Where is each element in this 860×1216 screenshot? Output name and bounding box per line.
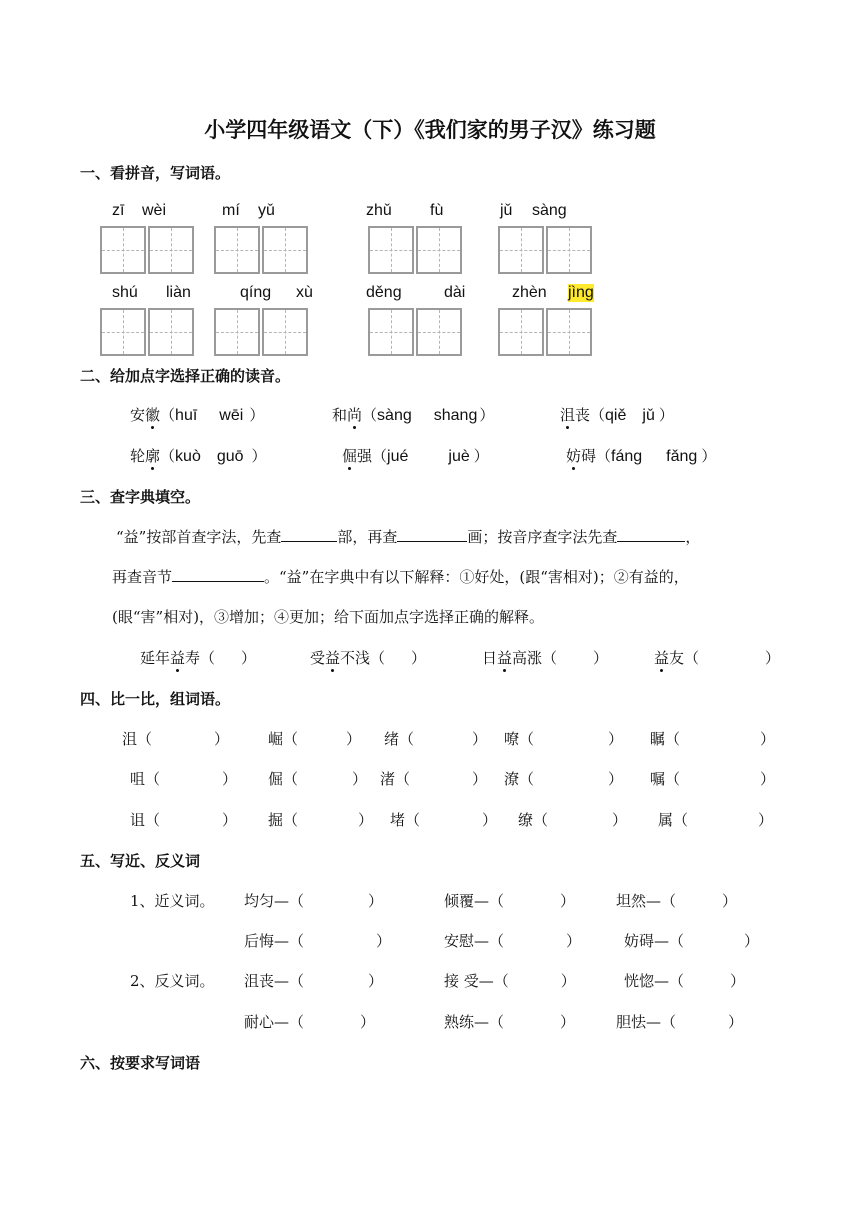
section-1-heading: 一、看拼音，写词语。 — [80, 164, 231, 182]
pronunciation-item: 倔强（jué juè ） — [342, 447, 489, 465]
synonym-item: 妨碍—（ ） — [624, 932, 760, 950]
pinyin: fù — [430, 202, 444, 219]
compare-item: 崛（ ） — [268, 730, 362, 748]
antonym-item: 接 受—（ ） — [444, 972, 576, 990]
compare-item: 咀（ ） — [130, 770, 238, 788]
compare-item: 倔（ ） — [268, 770, 368, 788]
pinyin: zhǔ — [366, 202, 392, 219]
writing-cell[interactable] — [100, 308, 146, 356]
meaning-item: 延年益寿（ ） — [140, 649, 257, 667]
synonym-item: 后悔—（ ） — [244, 932, 392, 950]
synonym-item: 坦然—（ ） — [616, 892, 738, 910]
antonym-item: 熟练—（ ） — [444, 1013, 576, 1031]
pinyin: qíng — [240, 284, 272, 301]
pinyin: liàn — [166, 284, 191, 301]
compare-item: 诅（ ） — [130, 811, 238, 829]
compare-item: 掘（ ） — [268, 811, 374, 829]
section-5-heading: 五、写近、反义词 — [80, 852, 201, 870]
writing-cell[interactable] — [368, 308, 414, 356]
writing-cell[interactable] — [148, 226, 194, 274]
section-4-heading: 四、比一比，组词语。 — [80, 690, 231, 708]
section-2-heading: 二、给加点字选择正确的读音。 — [80, 367, 291, 385]
pinyin: sàng — [532, 202, 567, 219]
pinyin: zī — [112, 202, 125, 219]
antonym-item: 沮丧—（ ） — [244, 972, 384, 990]
antonym-item: 胆怯—（ ） — [616, 1013, 744, 1031]
compare-item: 嘱（ ） — [650, 770, 776, 788]
pinyin: xù — [296, 284, 313, 301]
writing-cell[interactable] — [498, 226, 544, 274]
writing-cell[interactable] — [498, 308, 544, 356]
writing-cell[interactable] — [546, 308, 592, 356]
writing-cell[interactable] — [262, 308, 308, 356]
synonym-label: 1、近义词。 — [130, 892, 215, 910]
compare-item: 瞩（ ） — [650, 730, 776, 748]
meaning-item: 益友（ ） — [654, 649, 781, 667]
writing-cell[interactable] — [416, 308, 462, 356]
writing-cell[interactable] — [368, 226, 414, 274]
synonym-item: 安慰—（ ） — [444, 932, 582, 950]
writing-cell[interactable] — [262, 226, 308, 274]
writing-cell[interactable] — [100, 226, 146, 274]
writing-cell[interactable] — [416, 226, 462, 274]
compare-item: 渚（ ） — [380, 770, 488, 788]
pronunciation-item: 沮丧（qiě jǔ ） — [560, 406, 674, 424]
section-6-heading: 六、按要求写词语 — [80, 1054, 201, 1072]
compare-item: 堵（ ） — [390, 811, 498, 829]
meaning-item: 受益不浅（ ） — [310, 649, 427, 667]
compare-item: 沮（ ） — [122, 730, 230, 748]
writing-cell[interactable] — [214, 308, 260, 356]
synonym-item: 倾覆—（ ） — [444, 892, 576, 910]
answer-blank[interactable] — [617, 527, 685, 542]
dictionary-line-3: (眼“害”相对)，③增加；④更加；给下面加点字选择正确的解释。 — [112, 608, 545, 626]
pinyin: shú — [112, 284, 138, 301]
pinyin: yǔ — [258, 202, 275, 219]
pinyin: dài — [444, 284, 466, 301]
pinyin: mí — [222, 202, 240, 219]
compare-item: 嘹（ ） — [504, 730, 624, 748]
answer-blank[interactable] — [397, 527, 467, 542]
meaning-item: 日益高涨（ ） — [482, 649, 609, 667]
pronunciation-item: 妨碍（fáng fǎng ） — [566, 447, 717, 465]
writing-cell[interactable] — [546, 226, 592, 274]
antonym-item: 恍惚—（ ） — [624, 972, 746, 990]
dictionary-line-2: 再查音节 。“益”在字典中有以下解释：①好处，(跟“害相对)；②有益的， — [112, 568, 689, 586]
pronunciation-item: 安徽（huī wēi ） — [130, 406, 265, 424]
compare-item: 缭（ ） — [518, 811, 628, 829]
pinyin: zhèn — [512, 284, 547, 301]
pinyin-highlighted: jìng — [568, 284, 594, 301]
answer-blank[interactable] — [281, 527, 337, 542]
compare-item: 绪（ ） — [384, 730, 488, 748]
writing-cell[interactable] — [214, 226, 260, 274]
pronunciation-item: 和尚（sàng shang ） — [332, 406, 495, 424]
compare-item: 属（ ） — [658, 811, 774, 829]
dictionary-line-1: “益”按部首查字法，先查 部，再查 画；按音序查字法先查 ， — [116, 528, 701, 546]
pronunciation-item: 轮廓（kuò guō ） — [130, 447, 267, 465]
answer-blank[interactable] — [172, 567, 264, 582]
antonym-item: 耐心—（ ） — [244, 1013, 376, 1031]
compare-item: 潦（ ） — [504, 770, 624, 788]
pinyin: wèi — [142, 202, 167, 219]
pinyin: jǔ — [500, 202, 513, 219]
synonym-item: 均匀—（ ） — [244, 892, 384, 910]
writing-cell[interactable] — [148, 308, 194, 356]
pinyin: děng — [366, 284, 402, 301]
page-title: 小学四年级语文（下）《我们家的男子汉》练习题 — [204, 118, 656, 142]
section-3-heading: 三、查字典填空。 — [80, 488, 201, 506]
antonym-label: 2、反义词。 — [130, 972, 215, 990]
